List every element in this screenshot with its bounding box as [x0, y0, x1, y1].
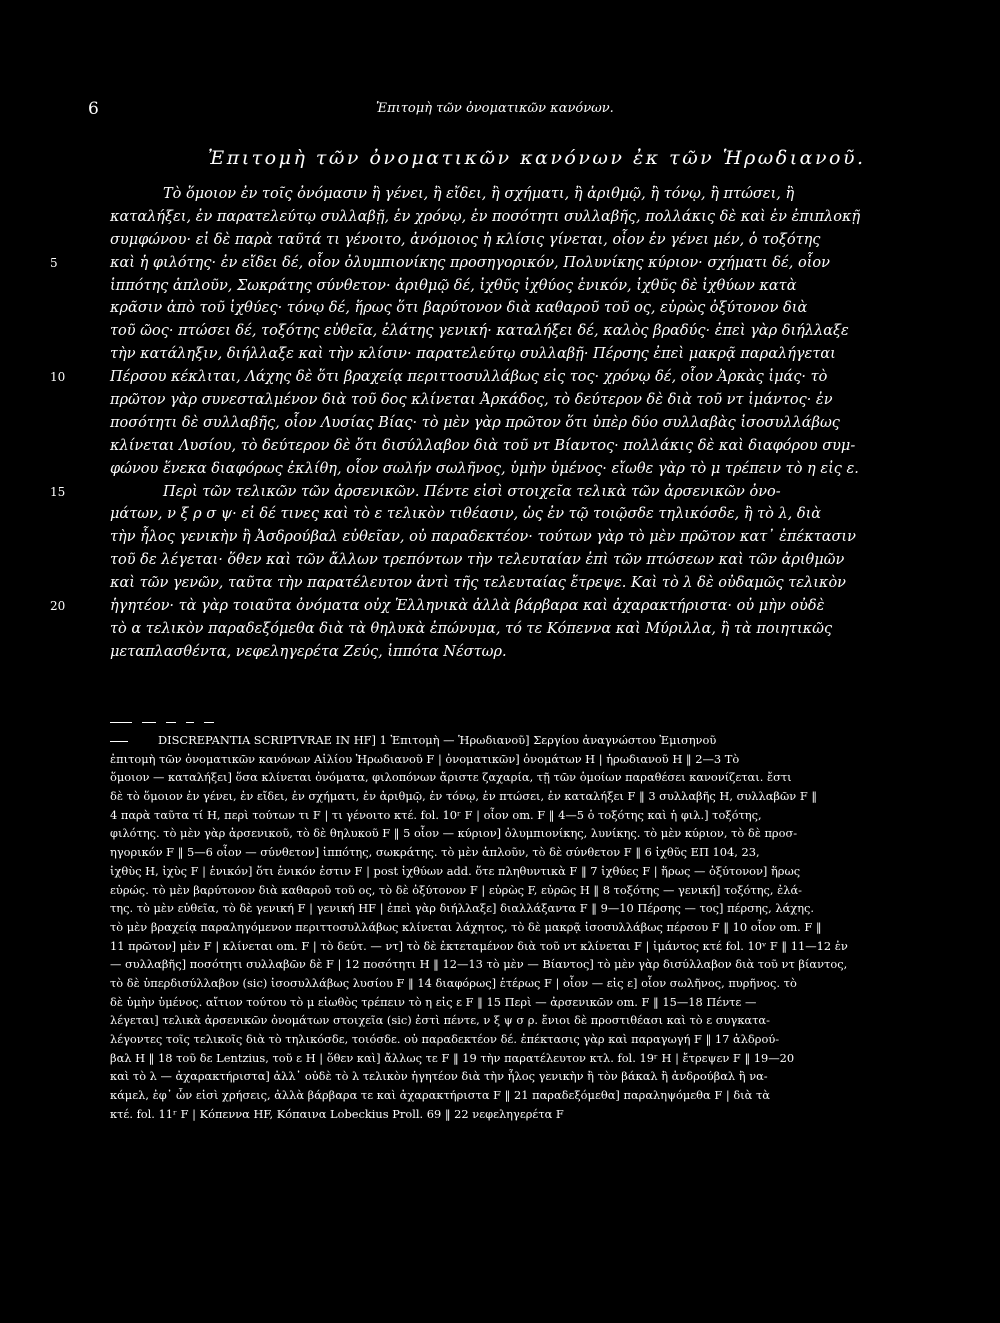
apparatus-line: φιλότης. τὸ μὲν γὰρ ἀρσενικοῦ, τὸ δὲ θηλυκοῦ F ‖ 5 οἷον — κύριον] ὀλυμπιονίκης, λυνίκης. τὸ μὲν κύριον, τὸ δὲ προσ- — [110, 826, 798, 841]
text-line — [110, 229, 940, 252]
line-text: ἡγητέον· τὰ γὰρ τοιαῦτα ὀνόματα οὐχ Ἑλληνικὰ ἀλλὰ βάρβαρα καὶ ἀχαρακτήριστα· οὐ μὴν οὐδὲ — [110, 598, 825, 615]
critical-apparatus — [110, 731, 940, 1123]
text-line — [110, 183, 940, 206]
apparatus-line: δὲ ὑμὴν ὑμένος. αἴτιον τούτου τὸ μ εἰωθὸς τρέπειν τὸ η εἰς ε F ‖ 15 Περὶ — ἀρσενικῶν om. F ‖ 15—18 Πέντε — — [110, 994, 757, 1009]
line-text: τὸ α τελικὸν παραδεξόμεθα διὰ τὰ θηλυκὰ ἐπώνυμα, τό τε Κόπεννα καὶ Μύριλλα, ἢ τὰ ποιητικῶς — [110, 620, 833, 637]
apparatus-line: ηγορικόν F ‖ 5—6 οἷον — σύνθετον] ἱππότης, σωκράτης. τὸ μὲν ἁπλοῦν, τὸ δὲ σύνθετον F ‖ 6 ἰχθῦς EΠ 104, 23, — [110, 845, 760, 860]
text-line — [110, 503, 940, 526]
text-line — [110, 389, 940, 412]
apparatus-line: τὸ μὲν βραχείᾳ παραληγόμενον περιττοσυλλάβως κλίνεται λάχητος, τὸ δὲ μακρᾷ ἰσοσυλλάβως πέρσου F ‖ 10 οἷον om. F ‖ — [110, 919, 822, 934]
text-line — [50, 366, 940, 389]
line-text: μεταπλασθέντα, νεφεληγερέτα Ζεύς, ἱππότα Νέστωρ. — [110, 643, 507, 660]
apparatus-line: 11 πρῶτον] μὲν F | κλίνεται om. F | τὸ δεύτ. — ντ] τὸ δὲ ἐκτεταμένον διὰ τοῦ ντ κλίνεται F | ἱμάντος κτέ fol. 10ᵛ F ‖ 11—12 ἐν — [110, 938, 848, 953]
apparatus-line: — συλλαβῆς] ποσότητι συλλαβῶν δὲ F | 12 ποσότητι H ‖ 12—13 τὸ μὲν — Βίαντος] τὸ μὲν γὰρ δισύλλαβον διὰ τοῦ ντ βίαντος, — [110, 957, 848, 972]
text-line — [110, 618, 940, 641]
text-line — [110, 458, 940, 481]
running-title: Ἐπιτομὴ τῶν ὀνοματικῶν κανόνων. — [376, 101, 614, 116]
line-text: τὴν ἧλος γενικὴν ἢ Ἀσδρούβαλ εὐθεῖαν, οὐ παραδεκτέον· τούτων γὰρ τὸ μὲν πρῶτον κατ᾽ ἐπέκτασιν — [110, 529, 856, 546]
apparatus-line: λέγοντες τοῖς τελικοῖς διὰ τὸ τηλικόσδε, τοιόσδε. οὐ παραδεκτέον δέ. ἐπέκτασις γὰρ καὶ παραγωγή F ‖ 17 ἀλδρού- — [110, 1032, 780, 1046]
line-text: καὶ ἡ φιλότης· ἐν εἴδει δέ, οἷον ὀλυμπιονίκης προσηγορικόν, Πολυνίκης κύριον· σχήματι δέ, οἷον — [110, 254, 830, 271]
line-text: μάτων, ν ξ ρ σ ψ· εἰ δέ τινες καὶ τὸ ε τελικὸν τιθέασιν, ὡς ἐν τῷ τοιῷσδε τηλικόσδε, ἢ τὸ λ, διὰ — [110, 506, 822, 523]
text-line — [110, 526, 940, 549]
apparatus-line: δὲ τὸ ὅμοιον ἐν γένει, ἐν εἴδει, ἐν σχήματι, ἐν ἀριθμῷ, ἐν τόνῳ, ἐν πτώσει, ἐν καταλήξει F ‖ 3 συλλαβῆς H, συλλαβῶν F ‖ — [110, 789, 818, 804]
line-number: 20 — [50, 599, 66, 614]
apparatus-line: DISCREPANTIA SCRIPTVRAE IN HF] 1 Ἐπιτομὴ — Ἡρωδιανοῦ] Σεργίου ἀναγνώστου Ἐμισηνοῦ — [158, 733, 717, 747]
line-text: καταλήξει, ἐν παρατελεύτῳ συλλαβῇ, ἐν χρόνῳ, ἐν ποσότητι συλλαβῆς, πολλάκις δὲ καὶ ἐν ἐπιπλοκῇ — [110, 208, 861, 225]
text-line — [110, 435, 940, 458]
line-number: 15 — [50, 484, 66, 499]
text-line — [50, 252, 940, 275]
main-text — [50, 183, 940, 664]
line-text: συμφώνου· εἰ δὲ παρὰ ταῦτά τι γένοιτο, ἀνόμοιος ἡ κλίσις γίνεται, οἷον ἐν γένει μέν, ὁ τοξότης — [110, 231, 821, 248]
apparatus-line: κάμελ, ἐφ᾽ ὧν εἰσὶ χρήσεις, ἀλλὰ βάρβαρα τε καὶ ἀχαρακτήριστα F ‖ 21 παραδεξόμεθα] παραληψόμεθα F | διὰ τὰ — [110, 1088, 770, 1103]
line-text: ποσότητι δὲ συλλαβῆς, οἷον Λυσίας Βίας· τὸ μὲν γὰρ πρῶτον ὅτι ὑπὲρ δύο συλλαβὰς ἰσοσυλλάβως — [110, 414, 840, 431]
apparatus-line: κτέ. fol. 11ʳ F | Κόπεννα HF, Κόπαινα Lobeckius Proll. 69 ‖ 22 νεφεληγερέτα F — [110, 1106, 564, 1121]
apparatus-line: ὅμοιον — καταλήξει] ὅσα κλίνεται ὀνόματα, φιλοπόνων ἄριστε ζαχαρία, τῇ τῶν ὁμοίων παραθέσει κανονίζεται. ἔστι — [110, 770, 792, 785]
apparatus-line: τὸ δὲ ὑπερδισύλλαβον (sic) ἰσοσυλλάβως λυσίου F ‖ 14 διαφόρως] ἑτέρως F | οἷον — εἰς ε] οἷον σωλῆνος, πυρῆνος. τὸ — [110, 975, 797, 990]
line-text: πρῶτον γὰρ συνεσταλμένον διὰ τοῦ δος κλίνεται Ἀρκάδος, τὸ δεύτερον δὲ διὰ τοῦ ντ ἱμάντος· ἐν — [110, 392, 833, 409]
apparatus-line: 4 παρὰ ταῦτα τί H, περὶ τούτων τι F | τι γένοιτο κτέ. fol. 10ʳ F | οἷον om. F ‖ 4—5 ὁ τοξότης καὶ ἡ φιλ.] τοξότης, — [110, 807, 762, 822]
text-line — [110, 641, 940, 664]
line-text: φώνου ἕνεκα διαφόρως ἐκλίθη, οἷον σωλήν σωλῆνος, ὑμὴν ὑμένος· εἴωθε γὰρ τὸ μ τρέπειν τὸ η εἰς ε. — [110, 460, 859, 477]
text-line — [50, 481, 940, 504]
text-line — [110, 572, 940, 595]
section-title: Ἐπιτομὴ τῶν ὀνοματικῶν κανόνων ἐκ τῶν Ἡρωδιανοῦ. — [208, 147, 866, 169]
text-line — [110, 549, 940, 572]
line-text: τοῦ ῶος· πτώσει δέ, τοξότης εὐθεῖα, ἐλάτης γενική· καταλήξει δέ, καλὸς βραδύς· ἐπεὶ γὰρ διήλλαξε — [110, 323, 849, 340]
line-text: τὴν κατάληξιν, διήλλαξε καὶ τὴν κλίσιν· παρατελεύτῳ συλλαβῇ· Πέρσης ἐπεὶ μακρᾷ παραλήγεται — [110, 346, 836, 363]
apparatus-line: βαλ H ‖ 18 τοῦ δε Lentzius, τοῦ ε H | ὅθεν καὶ] ἄλλως τε F ‖ 19 τὴν παρατέλευτον κτλ. fol. 19ʳ H | ἔτρεψεν F ‖ 19—20 — [110, 1050, 795, 1065]
line-text: Πέρσου κέκλιται, Λάχης δὲ ὅτι βραχείᾳ περιττοσυλλάβως εἰς τος· χρόνῳ δέ, οἷον Ἀρκὰς ἱμάς· τὸ — [110, 369, 828, 386]
text-line — [110, 275, 940, 298]
text-line — [110, 297, 940, 320]
text-line — [110, 412, 940, 435]
line-text: κρᾶσιν ἀπὸ τοῦ ἰχθύες· τόνῳ δέ, ἥρως ὅτι βαρύτονον διὰ καθαροῦ τοῦ ος, εὐρὼς ὀξύτονον διὰ — [110, 300, 808, 317]
line-text: Περὶ τῶν τελικῶν τῶν ἀρσενικῶν. Πέντε εἰσὶ στοιχεῖα τελικὰ τῶν ἀρσενικῶν ὀνο- — [163, 483, 781, 500]
line-number: 5 — [50, 255, 58, 270]
apparatus-line: εὐρώς. τὸ μὲν βαρύτονον διὰ καθαροῦ τοῦ ος, τὸ δὲ ὀξύτονον F | εὐρὼς F, εὐρῶς H ‖ 8 τοξότης — γενική] τοξότης, ἐλά- — [110, 882, 803, 897]
apparatus-line: ἐπιτομὴ τῶν ὀνοματικῶν κανόνων Αἰλίου Ἡρωδιανοῦ F | ὀνοματικῶν] ὀνομάτων H | ἡρωδιανοῦ H ‖ 2—3 Τὸ — [110, 751, 740, 766]
line-text: κλίνεται Λυσίου, τὸ δεύτερον δὲ ὅτι δισύλλαβον διὰ τοῦ ντ Βίαντος· πολλάκις δὲ καὶ διαφόρου συμ- — [110, 437, 856, 454]
separator-rule — [110, 712, 250, 714]
apparatus-line: λέγεται] τελικὰ ἀρσενικῶν ὀνομάτων στοιχεῖα (sic) ἐστὶ πέντε, ν ξ ψ σ ρ. ἔνιοι δὲ προστιθέασι καὶ τὸ ε συγκατα- — [110, 1013, 770, 1028]
line-text: τοῦ δε λέγεται· ὅθεν καὶ τῶν ἄλλων τρεπόντων τὴν τελευταίαν ἐπὶ τῶν πτώσεων καὶ τῶν ἀριθμῶν — [110, 552, 845, 569]
text-line — [110, 343, 940, 366]
line-text: Τὸ ὅμοιον ἐν τοῖς ὀνόμασιν ἢ γένει, ἢ εἴδει, ἢ σχήματι, ἢ ἀριθμῷ, ἢ τόνῳ, ἢ πτώσει, ἢ — [163, 186, 795, 202]
line-text: καὶ τῶν γενῶν, ταῦτα τὴν παρατέλευτον ἀντὶ τῆς τελευταίας ἔτρεψε. Καὶ τὸ λ δὲ οὐδαμῶς τελικὸν — [110, 575, 846, 592]
text-line — [110, 206, 940, 229]
text-line — [50, 595, 940, 618]
text-line — [110, 320, 940, 343]
apparatus-line: της. τὸ μὲν εὐθεῖα, τὸ δὲ γενική F | γενική HF | ἐπεὶ γὰρ διήλλαξε] διαλλάξαντα F ‖ 9—10 Πέρσης — τος] πέρσης, λάχης. — [110, 901, 815, 916]
line-number: 10 — [50, 370, 66, 385]
page-number: 6 — [88, 99, 99, 119]
line-text: ἱππότης ἁπλοῦν, Σωκράτης σύνθετον· ἀριθμῷ δέ, ἰχθῦς ἰχθύος ἑνικόν, ἰχθῦς δὲ ἰχθύων κατὰ — [110, 277, 797, 294]
apparatus-line: ἰχθὺς H, ἰχὺς F | ἑνικόν] ὅτι ἑνικόν ἐστιν F | post ἰχθύων add. ὅτε πληθυντικὰ F ‖ 7 ἰχθύες F | ἥρως — ὀξύτονον] ἥρως — [110, 863, 801, 878]
apparatus-line: καὶ τὸ λ — ἀχαρακτήριστα] ἀλλ᾽ οὐδὲ τὸ λ τελικὸν ἡγητέον διὰ τὴν ἧλος γενικὴν ἢ τὸν βάκαλ ἢ ἀνδρούβαλ ἢ να- — [110, 1069, 768, 1084]
